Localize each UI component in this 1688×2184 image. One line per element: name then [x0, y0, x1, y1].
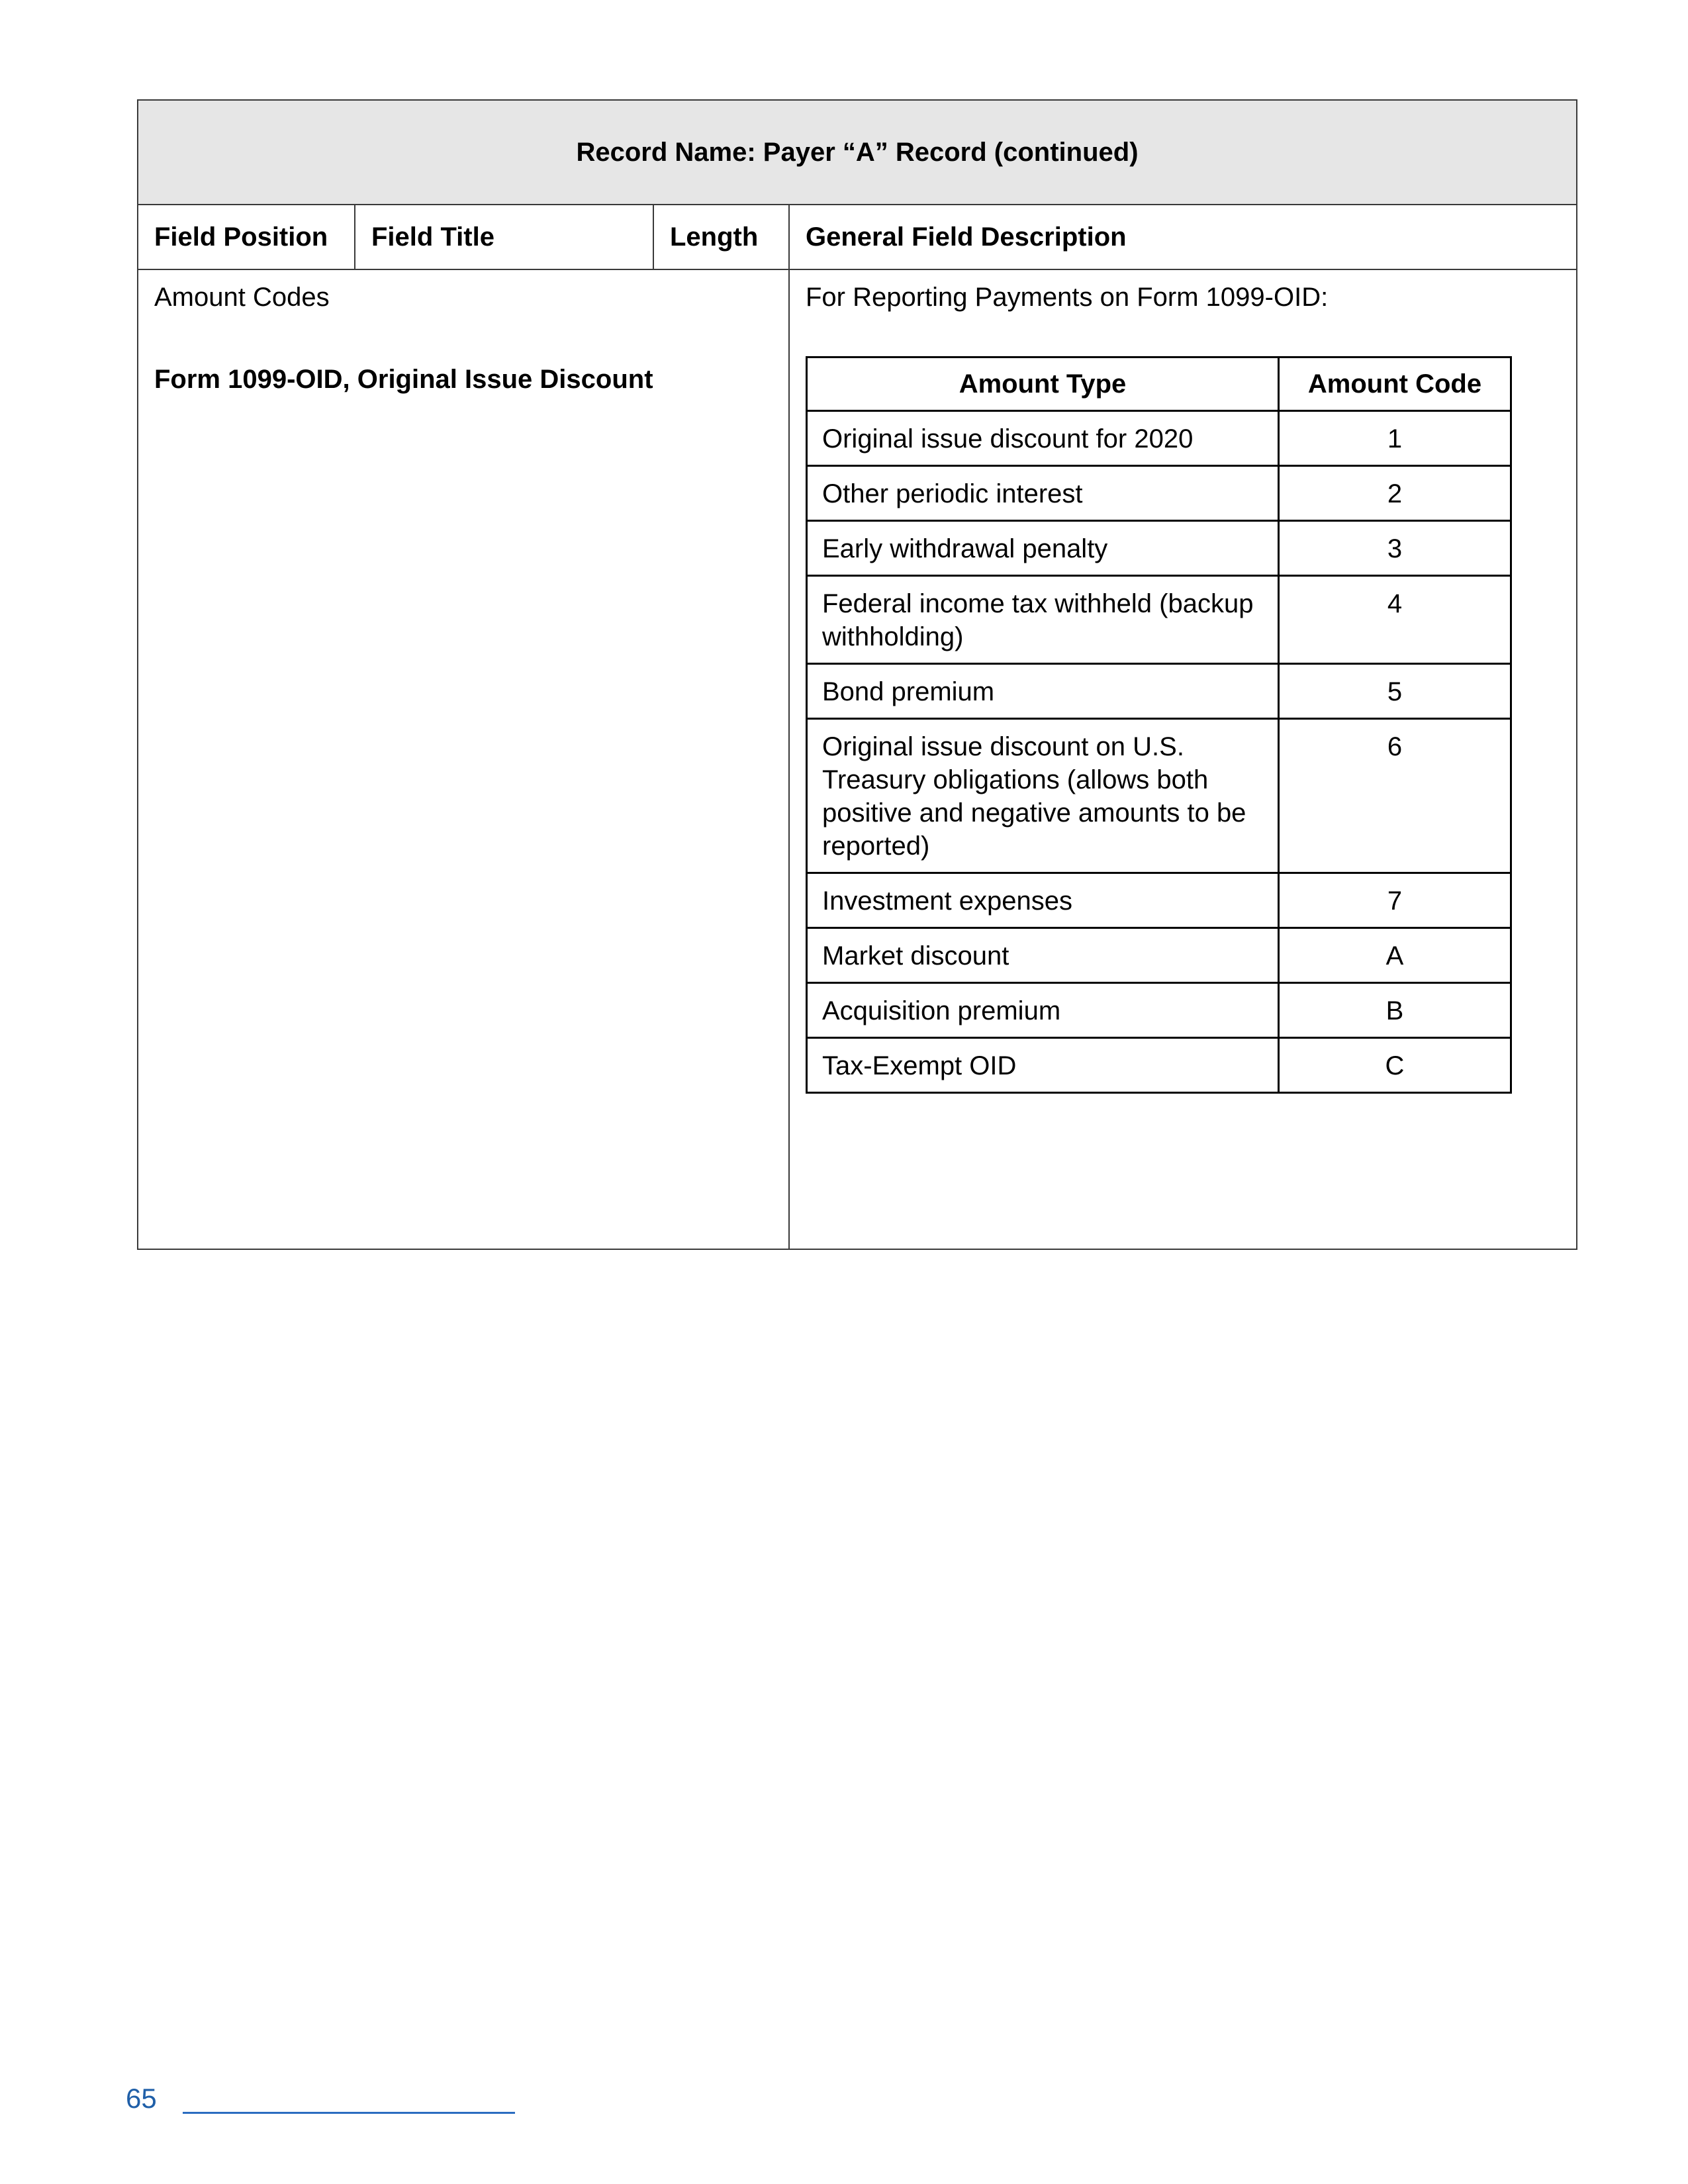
table-row: [807, 411, 1511, 466]
header-general-description: General Field Description: [789, 205, 1577, 269]
record-title: Record Name: Payer “A” Record (continued): [138, 100, 1577, 205]
amount-code-cell: A: [1279, 928, 1511, 983]
amount-code-cell: 3: [1279, 521, 1511, 576]
header-length: Length: [653, 205, 789, 269]
amount-code-cell: 2: [1279, 466, 1511, 521]
field-title-amount-codes: Amount Codes: [154, 283, 330, 312]
table-row: [807, 983, 1511, 1038]
amount-code-cell: B: [1279, 983, 1511, 1038]
table-row: [807, 664, 1511, 719]
table-row: [807, 928, 1511, 983]
amount-code-cell: 6: [1279, 719, 1511, 873]
table-row: [807, 576, 1511, 664]
amount-type-cell: Early withdrawal penalty: [807, 521, 1279, 576]
table-row: [807, 466, 1511, 521]
amount-type-cell: Bond premium: [807, 664, 1279, 719]
header-field-position: Field Position: [138, 205, 355, 269]
amount-code-cell: 4: [1279, 576, 1511, 664]
left-content-cell: [138, 269, 789, 1249]
page-number: 65: [126, 2083, 157, 2114]
amount-code-cell: 1: [1279, 411, 1511, 466]
amount-type-cell: Original issue discount for 2020: [807, 411, 1279, 466]
amount-code-cell: 5: [1279, 664, 1511, 719]
header-field-title: Field Title: [355, 205, 653, 269]
right-content-cell: [789, 269, 1577, 1249]
amount-type-cell: Tax-Exempt OID: [807, 1038, 1279, 1093]
header-amount-code: Amount Code: [1279, 357, 1511, 411]
table-row: [807, 719, 1511, 873]
amount-code-cell: C: [1279, 1038, 1511, 1093]
amount-type-cell: Original issue discount on U.S. Treasury obligations (allows both positive and negative amounts to be reported): [807, 719, 1279, 873]
form-name: Form 1099-OID, Original Issue Discount: [154, 365, 653, 394]
footer-rule: [183, 2112, 515, 2114]
amount-type-cell: Market discount: [807, 928, 1279, 983]
codes-header-row: [807, 357, 1511, 411]
content-row: [138, 269, 1577, 1249]
description-intro: For Reporting Payments on Form 1099-OID:: [806, 283, 1329, 312]
table-row: [807, 521, 1511, 576]
amount-type-cell: Investment expenses: [807, 873, 1279, 928]
amount-codes-table: [806, 356, 1512, 1094]
table-row: [807, 873, 1511, 928]
amount-type-cell: Federal income tax withheld (backup withholding): [807, 576, 1279, 664]
amount-code-cell: 7: [1279, 873, 1511, 928]
record-table: [137, 99, 1577, 1250]
header-amount-type: Amount Type: [807, 357, 1279, 411]
header-row: [138, 205, 1577, 269]
amount-type-cell: Other periodic interest: [807, 466, 1279, 521]
table-row: [807, 1038, 1511, 1093]
title-row: [138, 100, 1577, 205]
amount-type-cell: Acquisition premium: [807, 983, 1279, 1038]
